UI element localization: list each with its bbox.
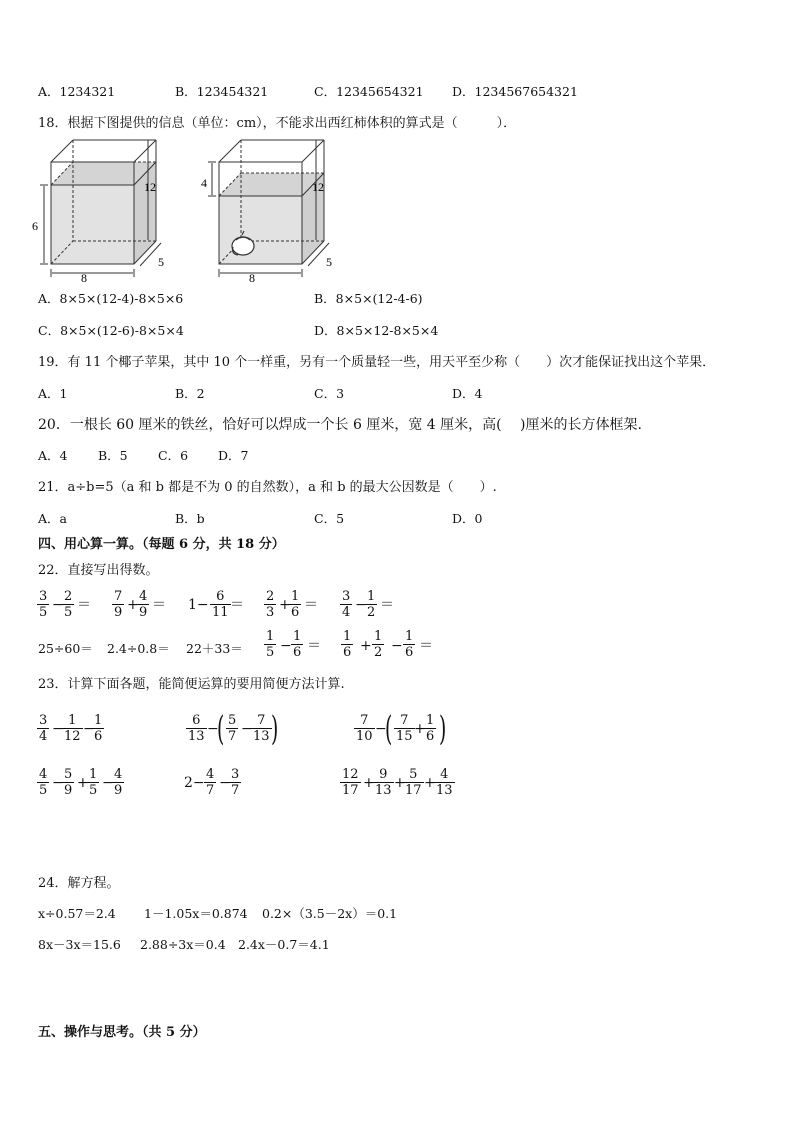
- operator: +: [127, 597, 139, 613]
- operator: +: [77, 775, 89, 791]
- equals-sign: ＝: [304, 597, 318, 613]
- fig2-label-length: 8: [249, 271, 255, 284]
- fraction: 4 13: [436, 767, 453, 798]
- expression: 22＋33＝: [186, 641, 243, 656]
- q24-equation: 2.4x－0.7＝4.1: [238, 937, 330, 952]
- equals-sign: ＝: [230, 597, 244, 613]
- fraction: 1 6: [343, 629, 352, 660]
- q18-option-b: B．8×5×(12-4-6): [314, 291, 423, 306]
- figure-container-1: [30, 132, 170, 284]
- operator: +: [424, 775, 436, 791]
- fig1-label-height: 12: [144, 180, 156, 194]
- fraction: 1 5: [266, 629, 275, 660]
- fraction: 1 12: [64, 713, 81, 744]
- fraction: 5 17: [405, 767, 422, 798]
- q20-option-a: A．4: [38, 448, 68, 463]
- equals-sign: ＝: [152, 597, 166, 613]
- q17-option-c: C．12345654321: [314, 84, 424, 99]
- q20-option-c: C．6: [158, 448, 189, 463]
- operator: −: [52, 597, 64, 613]
- q21-option-b: B．b: [175, 511, 205, 526]
- q18-option-a: A．8×5×(12-4)-8×5×6: [38, 291, 184, 306]
- q19-option-a: A．1: [38, 386, 68, 401]
- fig2-label-air: 4: [201, 176, 207, 190]
- q21-option-a: A．a: [38, 511, 67, 526]
- q21-option-d: D．0: [452, 511, 483, 526]
- fraction: 2 5: [64, 589, 73, 620]
- fraction: 9 13: [375, 767, 392, 798]
- operator: −: [52, 775, 64, 791]
- q20-option-d: D．7: [218, 448, 249, 463]
- fraction: 1 6: [291, 589, 300, 620]
- fraction: 1 6: [405, 629, 414, 660]
- q21-option-c: C．5: [314, 511, 345, 526]
- operator: +: [414, 721, 426, 737]
- fraction: 1 5: [89, 767, 98, 798]
- q24-stem: 24．解方程。: [38, 876, 120, 891]
- right-paren: ): [439, 709, 447, 749]
- figure-container-2: [198, 132, 338, 284]
- operator: −: [83, 721, 95, 737]
- operator: −: [219, 775, 231, 791]
- operator: −: [241, 721, 253, 737]
- q21-stem: 21．a÷b=5（a 和 b 都是不为 0 的自然数），a 和 b 的最大公因数是（ ）.: [38, 480, 497, 495]
- q19-option-b: B．2: [175, 386, 205, 401]
- q18-option-d: D．8×5×12-8×5×4: [314, 323, 439, 338]
- q24-equation: 8x－3x＝15.6: [38, 937, 121, 952]
- fraction: 7 9: [114, 589, 123, 620]
- fraction: 6 13: [188, 713, 205, 744]
- q19-option-c: C．3: [314, 386, 345, 401]
- fraction: 1 6: [426, 713, 435, 744]
- fraction: 5 7: [228, 713, 237, 744]
- q24-equation: 1－1.05x＝0.874: [144, 906, 248, 921]
- section4-title: 四、用心算一算。（每题 6 分，共 18 分）: [38, 537, 285, 552]
- operator: +: [279, 597, 291, 613]
- q18-stem: 18．根据下图提供的信息（单位：cm），不能求出西红柿体积的算式是（ ）．: [38, 116, 517, 131]
- fraction: 4 5: [39, 767, 48, 798]
- equals-sign: ＝: [77, 597, 91, 613]
- fraction: 3 4: [342, 589, 351, 620]
- operator: −: [52, 721, 64, 737]
- operator: −: [207, 721, 219, 737]
- q17-option-a: A．1234321: [38, 84, 116, 99]
- fraction: 7 10: [356, 713, 373, 744]
- operator: −: [102, 775, 114, 791]
- fraction: 3 5: [39, 589, 48, 620]
- operator: +: [360, 638, 372, 654]
- q18-option-c: C．8×5×(12-6)-8×5×4: [38, 323, 184, 338]
- fraction: 1 2: [367, 589, 376, 620]
- fraction: 7 15: [396, 713, 413, 744]
- operator: +: [394, 775, 406, 791]
- left-paren: (: [385, 709, 393, 749]
- operator: −: [391, 638, 403, 654]
- fraction: 1 6: [94, 713, 103, 744]
- q17-option-d: D．1234567654321: [452, 84, 578, 99]
- fig1-label-length: 8: [81, 271, 87, 284]
- left-paren: (: [217, 709, 225, 749]
- q19-option-d: D．4: [452, 386, 483, 401]
- operator: −: [375, 721, 387, 737]
- fraction: 4 9: [139, 589, 148, 620]
- equals-sign: ＝: [419, 638, 433, 654]
- fig1-label-water: 6: [32, 219, 38, 233]
- fig1-label-width: 5: [158, 255, 164, 269]
- q19-stem: 19．有 11 个椰子苹果，其中 10 个一样重，另有一个质量轻一些，用天平至少称（ ）次才能保证找出这个苹果．: [38, 355, 716, 370]
- q17-option-b: B．123454321: [175, 84, 269, 99]
- water-front-2: [219, 196, 302, 264]
- q24-equation: x÷0.57＝2.4: [38, 906, 116, 921]
- water-front-1: [51, 185, 134, 264]
- fraction: 4 9: [114, 767, 123, 798]
- fig2-label-height: 12: [312, 180, 324, 194]
- right-paren: ): [271, 709, 279, 749]
- operator: +: [363, 775, 375, 791]
- q24-equation: 2.88÷3x＝0.4: [140, 937, 226, 952]
- fraction: 7 13: [253, 713, 270, 744]
- operator: −: [280, 638, 292, 654]
- expression: 2.4÷0.8＝: [107, 641, 170, 656]
- fraction: 5 9: [64, 767, 73, 798]
- q23-stem: 23．计算下面各题，能简便运算的要用简便方法计算.: [38, 677, 345, 692]
- operator: −: [355, 597, 367, 613]
- fraction: 12 17: [342, 767, 359, 798]
- expression: 25÷60＝: [38, 641, 93, 656]
- fraction: 4 7: [206, 767, 215, 798]
- fraction: 1 2: [374, 629, 383, 660]
- q24-equation: 0.2×（3.5－2x）＝0.1: [262, 906, 398, 921]
- operator: 1−: [188, 597, 209, 613]
- fig2-label-width: 5: [326, 255, 332, 269]
- q22-stem: 22．直接写出得数。: [38, 563, 159, 578]
- section5-title: 五、操作与思考。（共 5 分）: [38, 1025, 206, 1040]
- equals-sign: ＝: [380, 597, 394, 613]
- fraction: 2 3: [266, 589, 275, 620]
- operator: 2−: [184, 775, 205, 791]
- fraction: 3 7: [231, 767, 240, 798]
- equals-sign: ＝: [307, 638, 321, 654]
- q20-stem: 20．一根长 60 厘米的铁丝，恰好可以焊成一个长 6 厘米，宽 4 厘米，高( )厘米的长方体框架.: [38, 417, 642, 433]
- fraction: 1 6: [293, 629, 302, 660]
- fraction: 6 11: [212, 589, 229, 620]
- fraction: 3 4: [39, 713, 48, 744]
- q20-option-b: B．5: [98, 448, 128, 463]
